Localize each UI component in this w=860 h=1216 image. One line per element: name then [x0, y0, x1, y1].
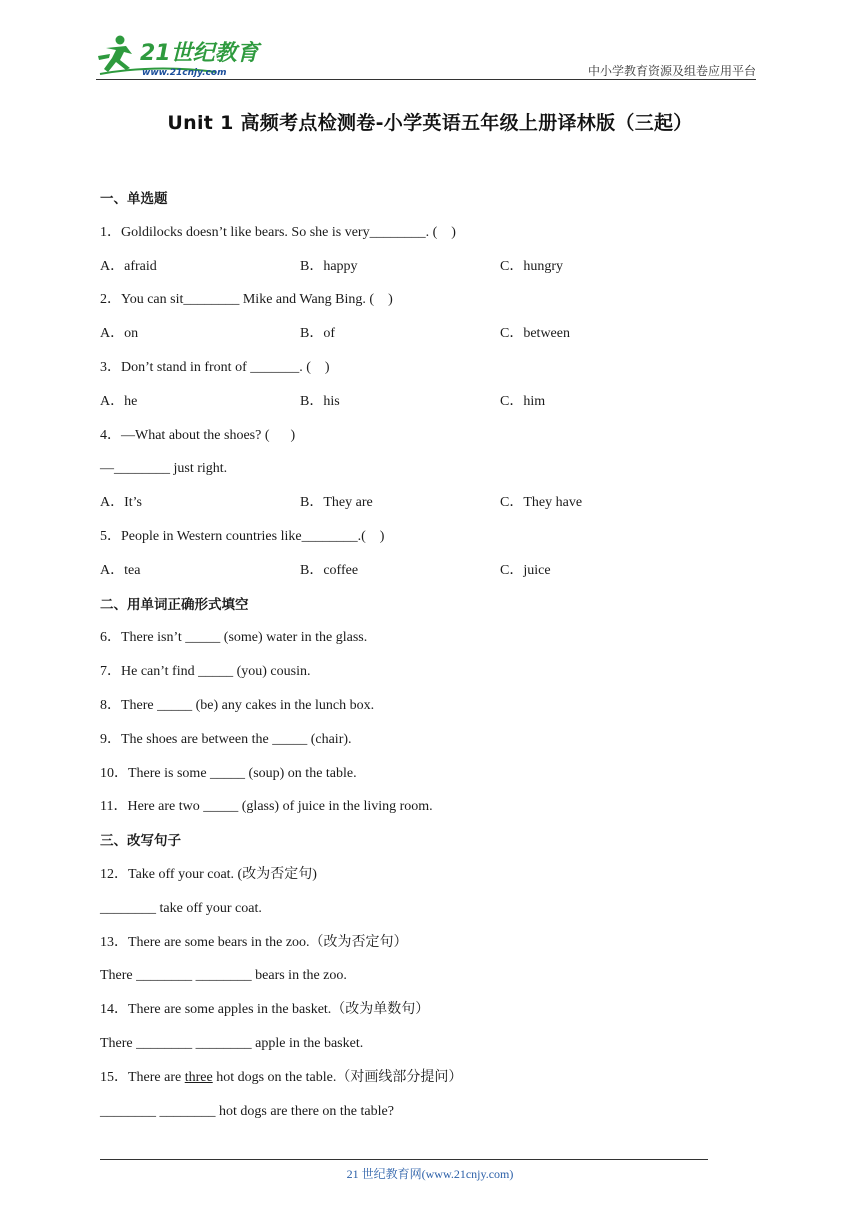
- question-2: 2．You can sit________ Mike and Wang Bing. ( ): [100, 292, 393, 308]
- option-b: B．coffee: [300, 562, 359, 578]
- question-8: 8．There _____ (be) any cakes in the lunch box.: [100, 697, 375, 713]
- option-a: A．on: [100, 326, 139, 342]
- footer-text: 21 世纪教育网(www.21cnjy.com): [346, 1167, 514, 1181]
- question-4-line-2: —________ just right.: [100, 461, 228, 477]
- option-b: B．happy: [300, 258, 358, 274]
- question-7: 7．He can’t find _____ (you) cousin.: [100, 664, 311, 680]
- question-6: 6．There isn’t _____ (some) water in the glass.: [100, 630, 368, 646]
- question-10: 10．There is some _____ (soup) on the table.: [100, 765, 357, 781]
- question-4: 4．—What about the shoes? ( ): [100, 427, 296, 443]
- question-15-suffix: hot dogs on the table.（对画线部分提问）: [212, 1069, 463, 1085]
- question-12-line-2: ________ take off your coat.: [100, 900, 262, 916]
- option-c: C．him: [500, 393, 546, 409]
- question-15-prefix: 15．There are: [100, 1069, 185, 1085]
- question-5-options: [100, 560, 720, 594]
- underlined-word: three: [184, 1069, 213, 1085]
- question-14: 14．There are some apples in the basket.（改为单数句）: [100, 1002, 430, 1018]
- 21cnjy-logo: [96, 34, 266, 78]
- header-platform-text: 中小学教育资源及组卷应用平台: [587, 64, 756, 78]
- question-5: 5．People in Western countries like________.( ): [100, 528, 385, 544]
- question-1-options: [100, 256, 720, 290]
- question-3-options: [100, 391, 720, 425]
- runner-icon: [98, 36, 132, 73]
- section-heading-word-forms: 二、用单词正确形式填空: [100, 596, 249, 613]
- question-13-line-2: There ________ ________ bears in the zoo.: [100, 968, 347, 984]
- option-a: A．he: [100, 393, 138, 409]
- option-a: A．It’s: [100, 495, 142, 511]
- logo-text: 21世纪教育: [140, 41, 259, 66]
- question-4-options: [100, 492, 720, 526]
- question-12: 12．Take off your coat. (改为否定句): [100, 866, 317, 882]
- page-header: [96, 34, 756, 80]
- option-b: B．They are: [300, 495, 373, 511]
- question-15: [100, 1067, 720, 1101]
- section-heading-multiple-choice: 一、单选题: [100, 191, 168, 207]
- question-13: 13．There are some bears in the zoo.（改为否定句）: [100, 934, 408, 950]
- question-1: 1．Goldilocks doesn’t like bears. So she is very________. ( ): [100, 224, 456, 240]
- question-11: 11．Here are two _____ (glass) of juice in the living room.: [100, 799, 433, 815]
- option-c: C．between: [500, 326, 570, 342]
- exam-content: [100, 188, 720, 1134]
- section-heading-rewrite: 三、改写句子: [100, 833, 181, 850]
- logo-url: www.21cnjy.com: [142, 68, 227, 78]
- option-a: A．tea: [100, 562, 141, 578]
- option-b: B．of: [300, 326, 335, 342]
- header-divider: [96, 79, 756, 80]
- question-9: 9．The shoes are between the _____ (chair).: [100, 731, 352, 747]
- option-c: C．They have: [500, 495, 583, 511]
- option-a: A．afraid: [100, 258, 157, 274]
- option-c: C．juice: [500, 562, 551, 578]
- page-title: Unit 1 高频考点检测卷-小学英语五年级上册译林版（三起）: [167, 112, 693, 134]
- footer-divider: [100, 1159, 708, 1160]
- option-b: B．his: [300, 393, 340, 409]
- question-3: 3．Don’t stand in front of _______. ( ): [100, 359, 330, 375]
- question-14-line-2: There ________ ________ apple in the basket.: [100, 1035, 364, 1051]
- option-c: C．hungry: [500, 258, 563, 274]
- question-15-line-2: ________ ________ hot dogs are there on the table?: [100, 1103, 394, 1119]
- question-2-options: [100, 323, 720, 357]
